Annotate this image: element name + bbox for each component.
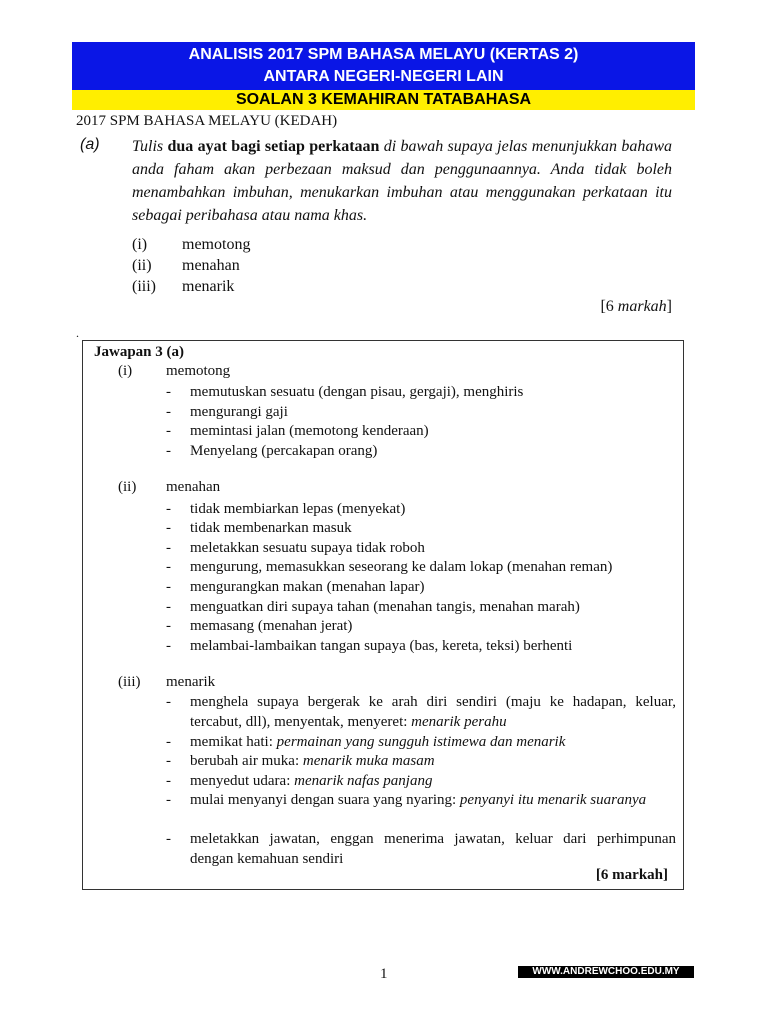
bullet-text: mulai menyanyi dengan suara yang nyaring: (190, 792, 460, 808)
answer-section-num: (ii) (118, 479, 137, 495)
answer-bullet: - memikat hati: permainan yang sungguh istimewa dan menarik (166, 734, 566, 750)
answer-bullet: - menyedut udara: menarik nafas panjang (166, 773, 433, 789)
question-marks (600, 298, 672, 316)
bullet-text: meletakkan sesuatu supaya tidak roboh (190, 540, 425, 556)
paper-subtitle: 2017 SPM BAHASA MELAYU (KEDAH) (76, 113, 338, 129)
answer-bullet: - meletakkan jawatan, enggan menerima jawatan, keluar dari perhimpunan dengan kemahuan sendiri (166, 831, 676, 867)
website-url[interactable]: WWW.ANDREWCHOO.EDU.MY (518, 966, 694, 978)
question-item (132, 278, 234, 296)
answer-bullet: - memutuskan sesuatu (dengan pisau, gergaji), menghiris (166, 382, 676, 402)
answer-section-word: menahan (166, 479, 221, 495)
answer-bullet: - memasang (menahan jerat) (166, 616, 676, 636)
answer-bullet: - tidak membenarkan masuk (166, 518, 676, 538)
question-label: (a) (80, 136, 100, 153)
question-intro: Tulis (132, 138, 164, 155)
bullet-text: mengurangi gaji (190, 404, 288, 420)
question-item-num: (i) (132, 236, 148, 253)
answer-bullet: - menghela supaya bergerak ke arah diri sendiri (maju ke hadapan, keluar, tercabut, dll), menyentak, menyeret: menarik perahu (166, 694, 676, 730)
bullet-text: menghela supaya bergerak ke arah diri sendiri (maju ke hadapan, keluar, tercabut, dll), menyentak, menyeret: (190, 694, 676, 730)
bullet-text: Menyelang (percakapan orang) (190, 443, 378, 459)
question-item-num: (ii) (132, 257, 152, 274)
bullet-text: melambai-lambaikan tangan supaya (bas, kereta, teksi) berhenti (190, 638, 573, 654)
answer-bullet: - memintasi jalan (memotong kenderaan) (166, 421, 676, 441)
bullet-text: memintasi jalan (memotong kenderaan) (190, 423, 429, 439)
question-item-word: menahan (182, 257, 240, 274)
answer-marks: [6 markah] (595, 867, 668, 883)
answer-section-num: (i) (118, 363, 133, 379)
section-banner: SOALAN 3 KEMAHIRAN TATABAHASA (72, 90, 695, 110)
question-bold: dua ayat bagi setiap perkataan (167, 138, 380, 155)
question-instruction (132, 135, 672, 227)
bullet-text: tidak membiarkan lepas (menyekat) (190, 501, 406, 517)
header-banner (72, 42, 695, 90)
answer-bullet: - meletakkan sesuatu supaya tidak roboh (166, 538, 676, 558)
marks-close: ] (666, 298, 672, 315)
stray-dot: . (76, 326, 79, 340)
bullet-text: meletakkan jawatan, enggan menerima jawatan, keluar dari perhimpunan dengan kemahuan sendiri (190, 831, 676, 867)
bullet-text: menguatkan diri supaya tahan (menahan tangis, menahan marah) (190, 599, 580, 615)
answer-bullet: - Menyelang (percakapan orang) (166, 441, 676, 461)
bullet-example: menarik muka masam (302, 753, 435, 769)
answer-bullet: - menguatkan diri supaya tahan (menahan tangis, menahan marah) (166, 597, 676, 617)
question-item (132, 257, 240, 275)
bullet-text: memikat hati: (190, 734, 277, 750)
answer-section-word: memotong (166, 363, 231, 379)
question-rest: di bawah supaya jelas menunjukkan bahawa anda faham akan perbezaan maksud dan penggunaannya. Anda tidak boleh menambahkan imbuhan, menukarkan imbuhan atau menggunakan perkataan itu sebagai peribahasa atau nama khas. (132, 138, 673, 224)
answer-section-num: (iii) (118, 674, 141, 690)
question-item-word: memotong (182, 236, 251, 253)
bullet-example: penyanyi itu menarik suaranya (459, 792, 647, 808)
page-number: 1 (380, 966, 388, 982)
answer-title: Jawapan 3 (a) (94, 344, 185, 360)
answer-bullet: - mengurangi gaji (166, 402, 676, 422)
question-item-num: (iii) (132, 278, 156, 295)
answer-bullet: - melambai-lambaikan tangan supaya (bas, kereta, teksi) berhenti (166, 636, 676, 656)
bullet-text: mengurangkan makan (menahan lapar) (190, 579, 425, 595)
bullet-text: memasang (menahan jerat) (190, 618, 353, 634)
header-title-line2: ANTARA NEGERI-NEGERI LAIN (263, 68, 504, 85)
answer-bullet: - mengurung, memasukkan seseorang ke dalam lokap (menahan reman) (166, 557, 676, 577)
marks-word: markah (617, 298, 667, 315)
bullet-example: menarik perahu (411, 714, 507, 730)
bullet-text: menyedut udara: (190, 773, 295, 789)
answer-bullet: - mulai menyanyi dengan suara yang nyaring: penyanyi itu menarik suaranya (166, 792, 647, 808)
marks-open: [6 (600, 298, 618, 315)
answer-bullet: - tidak membiarkan lepas (menyekat) (166, 499, 676, 519)
bullet-example: menarik nafas panjang (294, 773, 433, 789)
answer-bullet: - mengurangkan makan (menahan lapar) (166, 577, 676, 597)
bullet-text: berubah air muka: (190, 753, 303, 769)
answer-bullet: - berubah air muka: menarik muka masam (166, 753, 435, 769)
header-title-line1: ANALISIS 2017 SPM BAHASA MELAYU (KERTAS 2) (188, 46, 579, 63)
bullet-example: permainan yang sungguh istimewa dan menarik (276, 734, 566, 750)
bullet-text: mengurung, memasukkan seseorang ke dalam lokap (menahan reman) (190, 559, 613, 575)
answer-section-word: menarik (166, 674, 216, 690)
question-item (132, 236, 250, 254)
question-item-word: menarik (182, 278, 235, 295)
bullet-text: tidak membenarkan masuk (190, 520, 352, 536)
bullet-text: memutuskan sesuatu (dengan pisau, gergaji), menghiris (190, 384, 524, 400)
